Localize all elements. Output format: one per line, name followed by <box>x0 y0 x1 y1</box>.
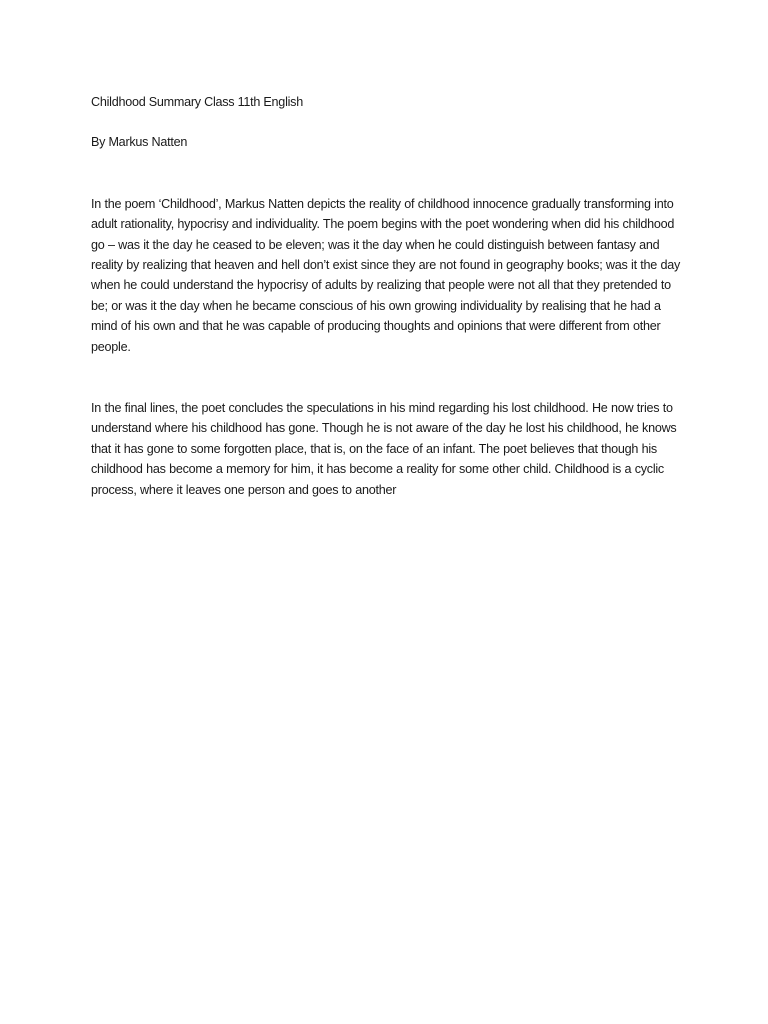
paragraph-1: In the poem ‘Childhood’, Markus Natten depicts the reality of childhood innocence gradually transforming into adult rationality, hypocrisy and individuality. The poem begins with the poet wondering when did his childhood go – was it the day he ceased to be eleven; was it the day when he could distinguish between fantasy and reality by realizing that heaven and hell don’t exist since they are not found in geography books; was it the day when he could understand the hypocrisy of adults by realizing that people were not all that they pretended to be; or was it the day when he became conscious of his own growing individuality by realising that he had a mind of his own and that he was capable of producing thoughts and opinions that were different from other people. <box>91 196 681 354</box>
document-title: Childhood Summary Class 11th English <box>91 95 303 109</box>
paragraph-2: In the final lines, the poet concludes the speculations in his mind regarding his lost childhood. He now tries to understand where his childhood has gone. Though he is not aware of the day he lost his childhood, he knows that it has gone to some forgotten place, that is, on the face of an infant. The poet believes that though his childhood has become a memory for him, it has become a reality for some other child. Childhood is a cyclic process, where it leaves one person and goes to another <box>91 401 677 497</box>
document-body <box>91 92 681 500</box>
document-author: By Markus Natten <box>91 135 188 150</box>
